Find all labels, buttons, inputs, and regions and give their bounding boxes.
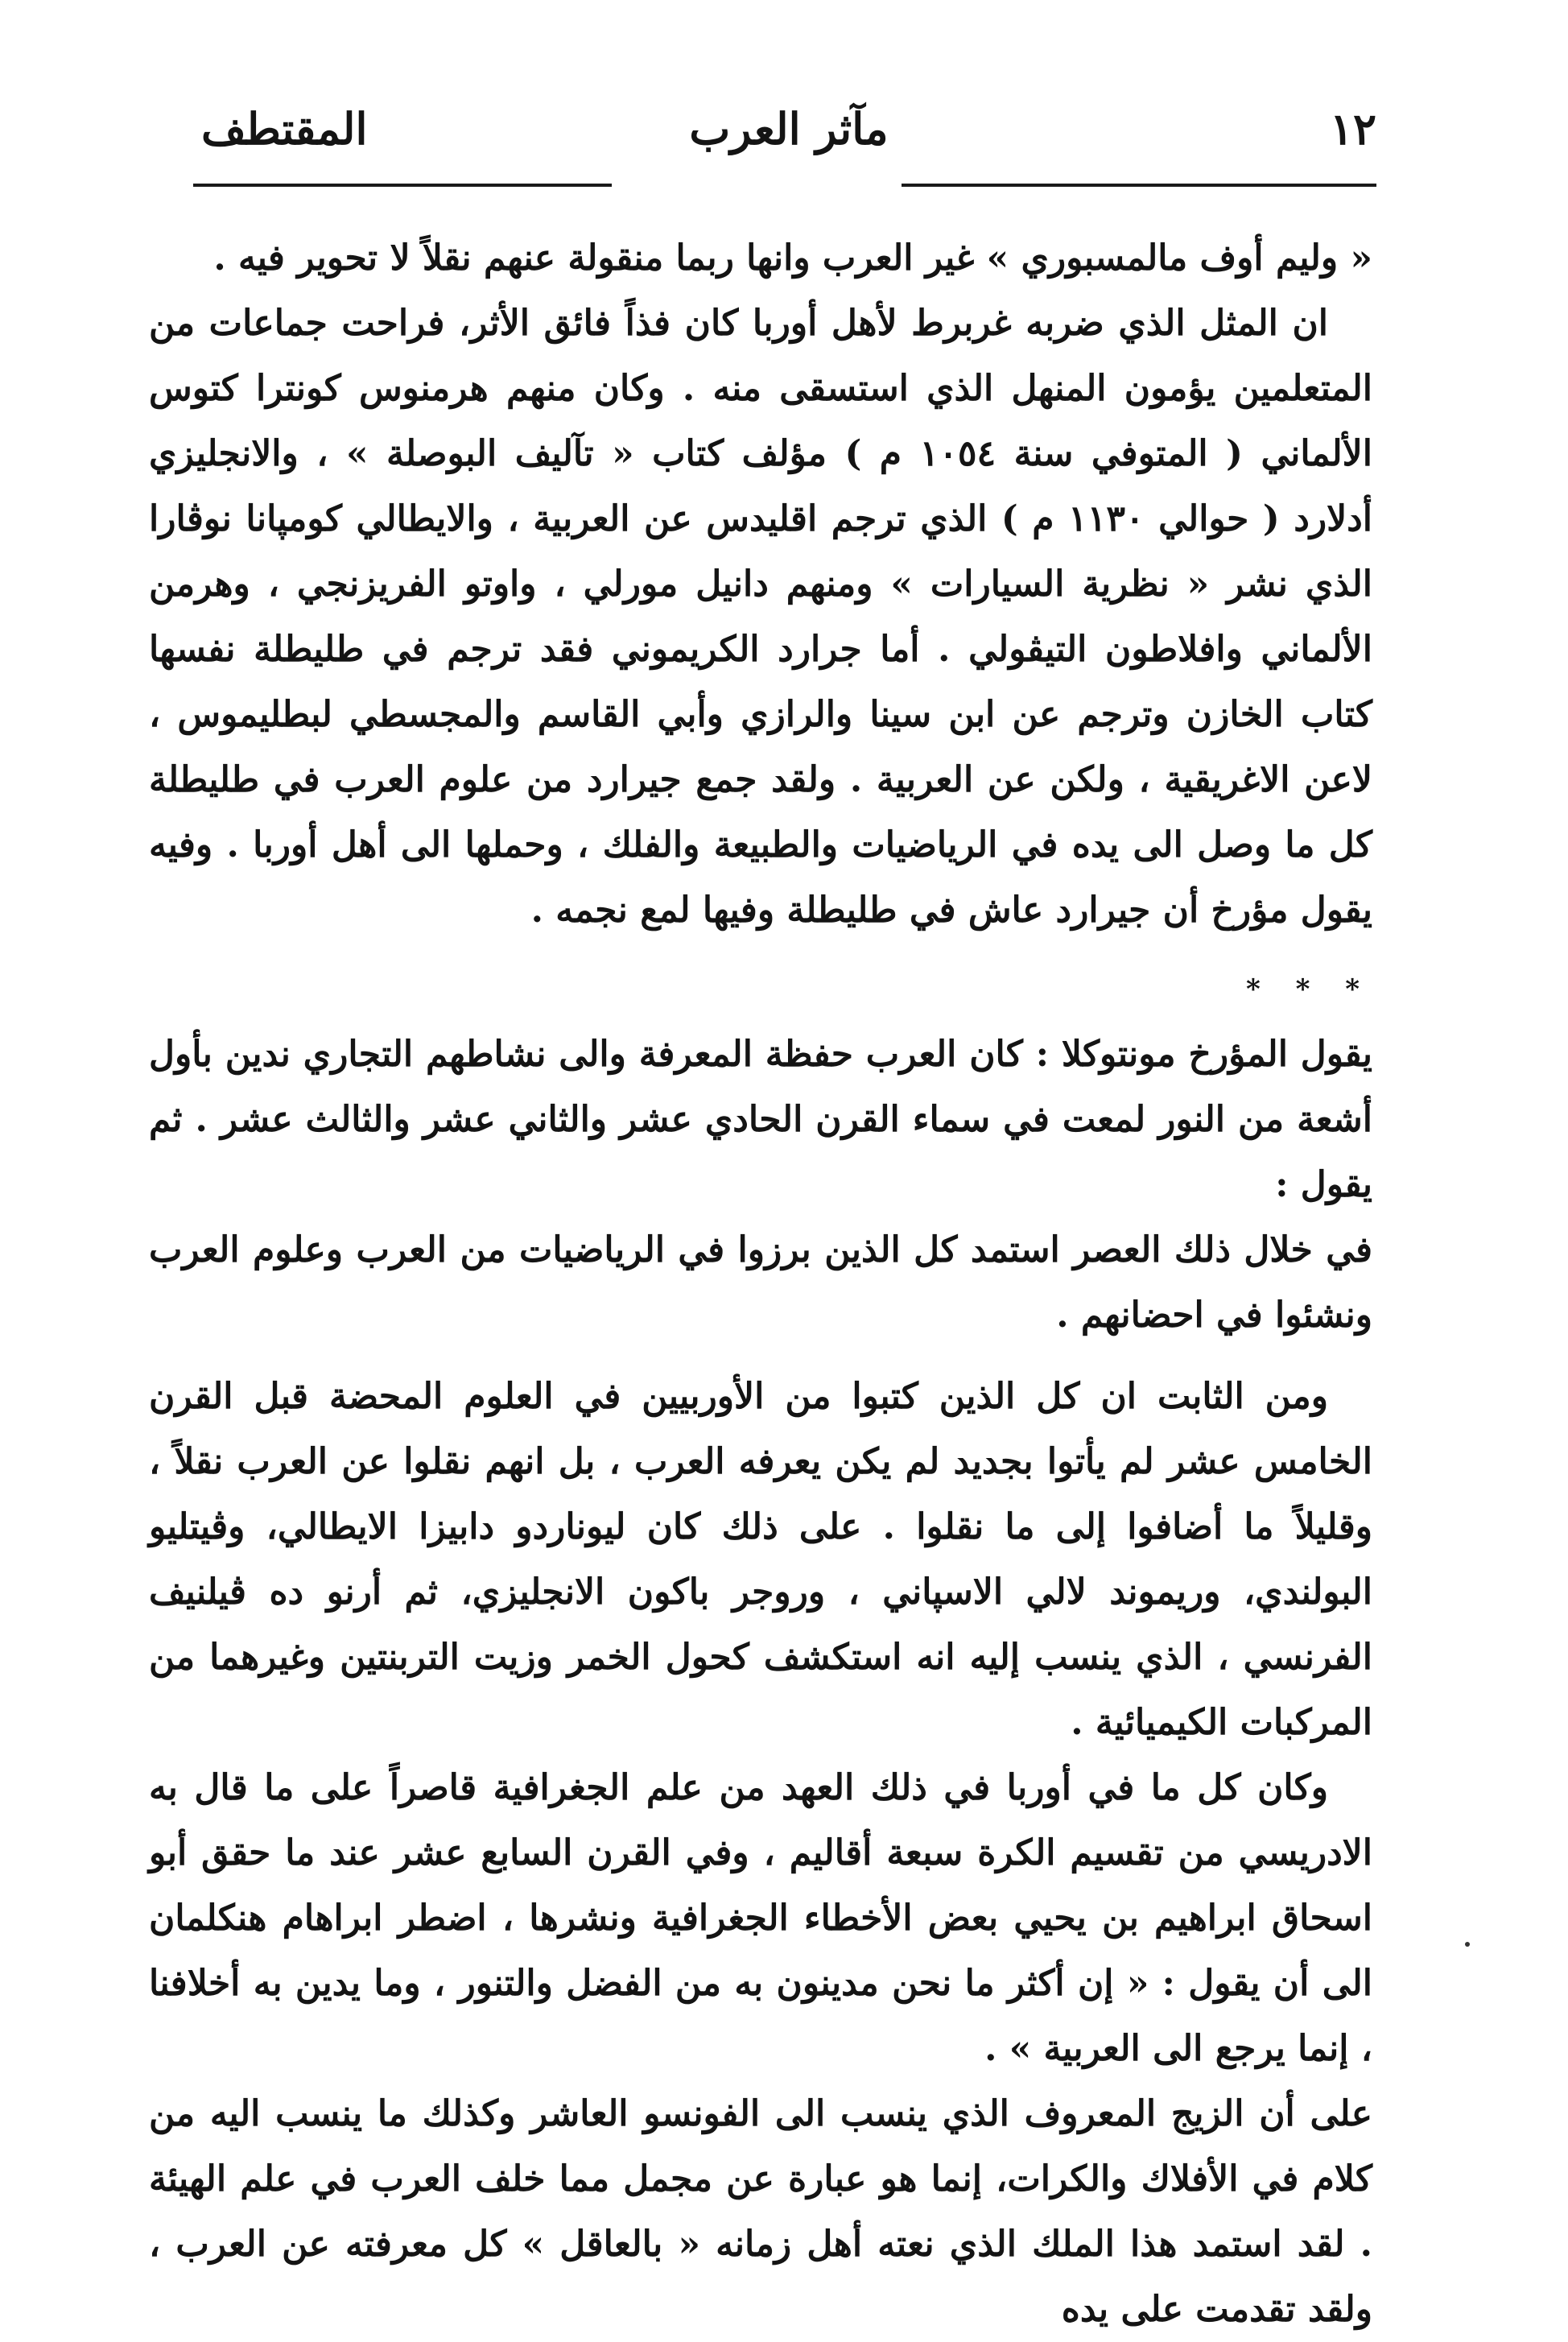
article-body bbox=[149, 225, 1372, 2342]
paragraph: وكان كل ما في أوربا في ذلك العهد من علم الجغرافية قاصراً على ما قال به الادريسي من تقسيم الكرة سبعة أقاليم ، وفي القرن السابع عشر عند ما حقق أبو اسحاق ابراهيم بن يحيي بعض الأخطاء الجغرافية ونشرها ، اضطر ابراهام هنكلمان الى أن يقول : « إن أكثر ما نحن مدينون به من الفضل والتنور ، وما يدين به أخلافنا ، إنما يرجع الى العربية » . bbox=[149, 1767, 1372, 2069]
header-rule-left bbox=[193, 184, 612, 187]
paragraph: ان المثل الذي ضربه غربرط لأهل أوربا كان فذاً فائق الأثر، فراحت جماعات من المتعلمين يؤمون المنهل الذي استسقى منه . وكان منهم هرمنوس كونترا كتوس الألماني ( المتوفي سنة ١٠٥٤ م ) مؤلف كتاب « تآليف البوصلة » ، والانجليزي أدلارد ( حوالي ١١٣٠ م ) الذي ترجم اقليدس عن العربية ، والايطالي كومپانا نوڤارا الذي نشر « نظرية السيارات » ومنهم دانيل مورلي ، واوتو الفريزنجي ، وهرمن الألماني وافلاطون التيڤولي . أما جرارد الكريموني فقد ترجم في طليطلة نفسها كتاب الخازن وترجم عن ابن سينا والرازي وأبي القاسم والمجسطي لبطليموس ، لاعن الاغريقية ، ولكن عن العربية . ولقد جمع جيرارد من علوم العرب في طليطلة كل ما وصل الى يده في الرياضيات والطبيعة والفلك ، وحملها الى أهل أوربا . وفيه يقول مؤرخ أن جيرارد عاش في طليطلة وفيها لمع نجمه . bbox=[149, 303, 1372, 931]
margin-mark bbox=[1465, 1942, 1470, 1947]
article-title: مآثر العرب bbox=[689, 103, 889, 155]
header-rule-right bbox=[902, 184, 1376, 187]
paragraph: في خلال ذلك العصر استمد كل الذين برزوا في الرياضيات من العرب وعلوم العرب ونشئوا في احضانهم . bbox=[149, 1229, 1372, 1336]
paragraph: « وليم أوف مالمسبوري » غير العرب وانها ربما منقولة عنهم نقلاً لا تحوير فيه . bbox=[213, 238, 1372, 279]
journal-name: المقتطف bbox=[201, 103, 368, 155]
section-separator: * * * bbox=[1245, 973, 1372, 1006]
paragraph: على أن الزيج المعروف الذي ينسب الى الفونسو العاشر وكذلك ما ينسب اليه من كلام في الأفلاك والكرات، إنما هو عبارة عن مجمل مما خلف العرب في علم الهيئة . لقد استمد هذا الملك الذي نعته أهل زمانه « بالعاقل » كل معرفته عن العرب ، ولقد تقدمت على يده bbox=[149, 2093, 1372, 2330]
paragraph: يقول المؤرخ مونتوكلا : كان العرب حفظة المعرفة والى نشاطهم التجاري ندين بأول أشعة من النور لمعت في سماء القرن الحادي عشر والثاني عشر والثالث عشر . ثم يقول : bbox=[149, 1034, 1372, 1205]
paragraph: ومن الثابت ان كل الذين كتبوا من الأوربيين في العلوم المحضة قبل القرن الخامس عشر لم يأتوا بجديد لم يكن يعرفه العرب ، بل انهم نقلوا عن العرب نقلاً ، وقليلاً ما أضافوا إلى ما نقلوا . على ذلك كان ليوناردو دابيزا الايطالي، وڤيتليو البولندي، وريموند لالي الاسپاني ، وروجر باكون الانجليزي، ثم أرنو ده ڤيلنيف الفرنسي ، الذي ينسب إليه انه استكشف كحول الخمر وزيت التربنتين وغيرهما من المركبات الكيميائية . bbox=[149, 1376, 1373, 1743]
page-number: ١٢ bbox=[1329, 103, 1376, 155]
running-header bbox=[201, 103, 1376, 167]
